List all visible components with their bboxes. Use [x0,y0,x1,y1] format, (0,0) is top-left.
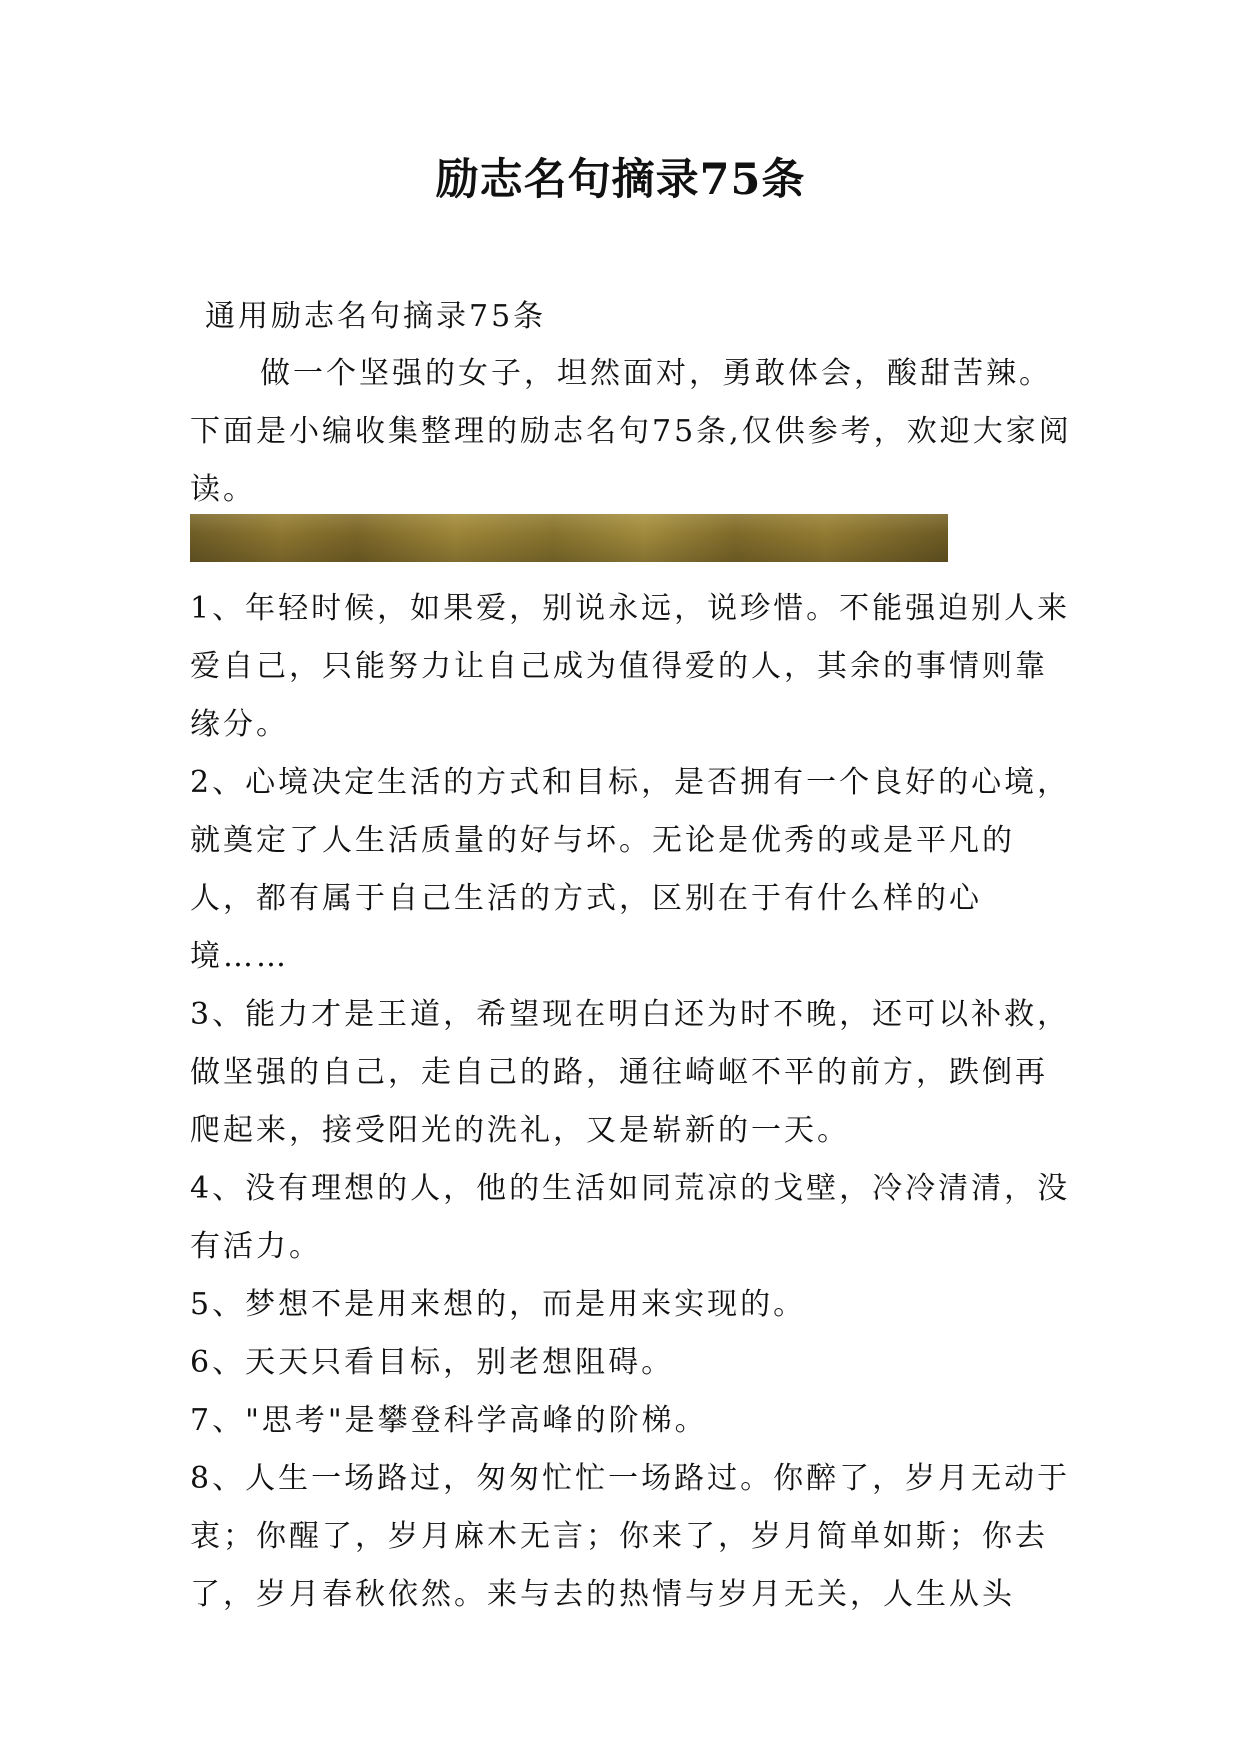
quote-item: 8、人生一场路过，匆匆忙忙一场路过。你醉了，岁月无动于衷；你醒了，岁月麻木无言；你来了，岁月简单如斯；你去了，岁月春秋依然。来与去的热情与岁月无关，人生从头 [190,1461,1071,1612]
quote-list [190,580,1080,1624]
quote-item: 2、心境决定生活的方式和目标，是否拥有一个良好的心境，就奠定了人生活质量的好与坏。无论是优秀的或是平凡的人，都有属于自己生活的方式，区别在于有什么样的心境…… [190,765,1071,974]
quote-item: 4、没有理想的人，他的生活如同荒凉的戈壁，冷冷清清，没有活力。 [190,1171,1071,1264]
intro-paragraph: 做一个坚强的女子，坦然面对，勇敢体会，酸甜苦辣。下面是小编收集整理的励志名句75条,仅供参考，欢迎大家阅读。 [190,356,1072,507]
quote-item: 7、"思考"是攀登科学高峰的阶梯。 [190,1403,708,1438]
quote-item: 1、年轻时候，如果爱，别说永远，说珍惜。不能强迫别人来爱自己，只能努力让自己成为值得爱的人，其余的事情则靠缘分。 [190,591,1071,742]
document-subtitle: 通用励志名句摘录75条 [205,299,547,334]
quote-item: 6、天天只看目标，别老想阻碍。 [190,1345,675,1380]
quote-item: 3、能力才是王道，希望现在明白还为时不晚，还可以补救，做坚强的自己，走自己的路，通往崎岖不平的前方，跌倒再爬起来，接受阳光的洗礼，又是崭新的一天。 [190,997,1071,1148]
quote-item: 5、梦想不是用来想的，而是用来实现的。 [190,1287,807,1322]
document-title: 励志名句摘录75条 [435,155,806,205]
decorative-banner-image [190,514,948,562]
